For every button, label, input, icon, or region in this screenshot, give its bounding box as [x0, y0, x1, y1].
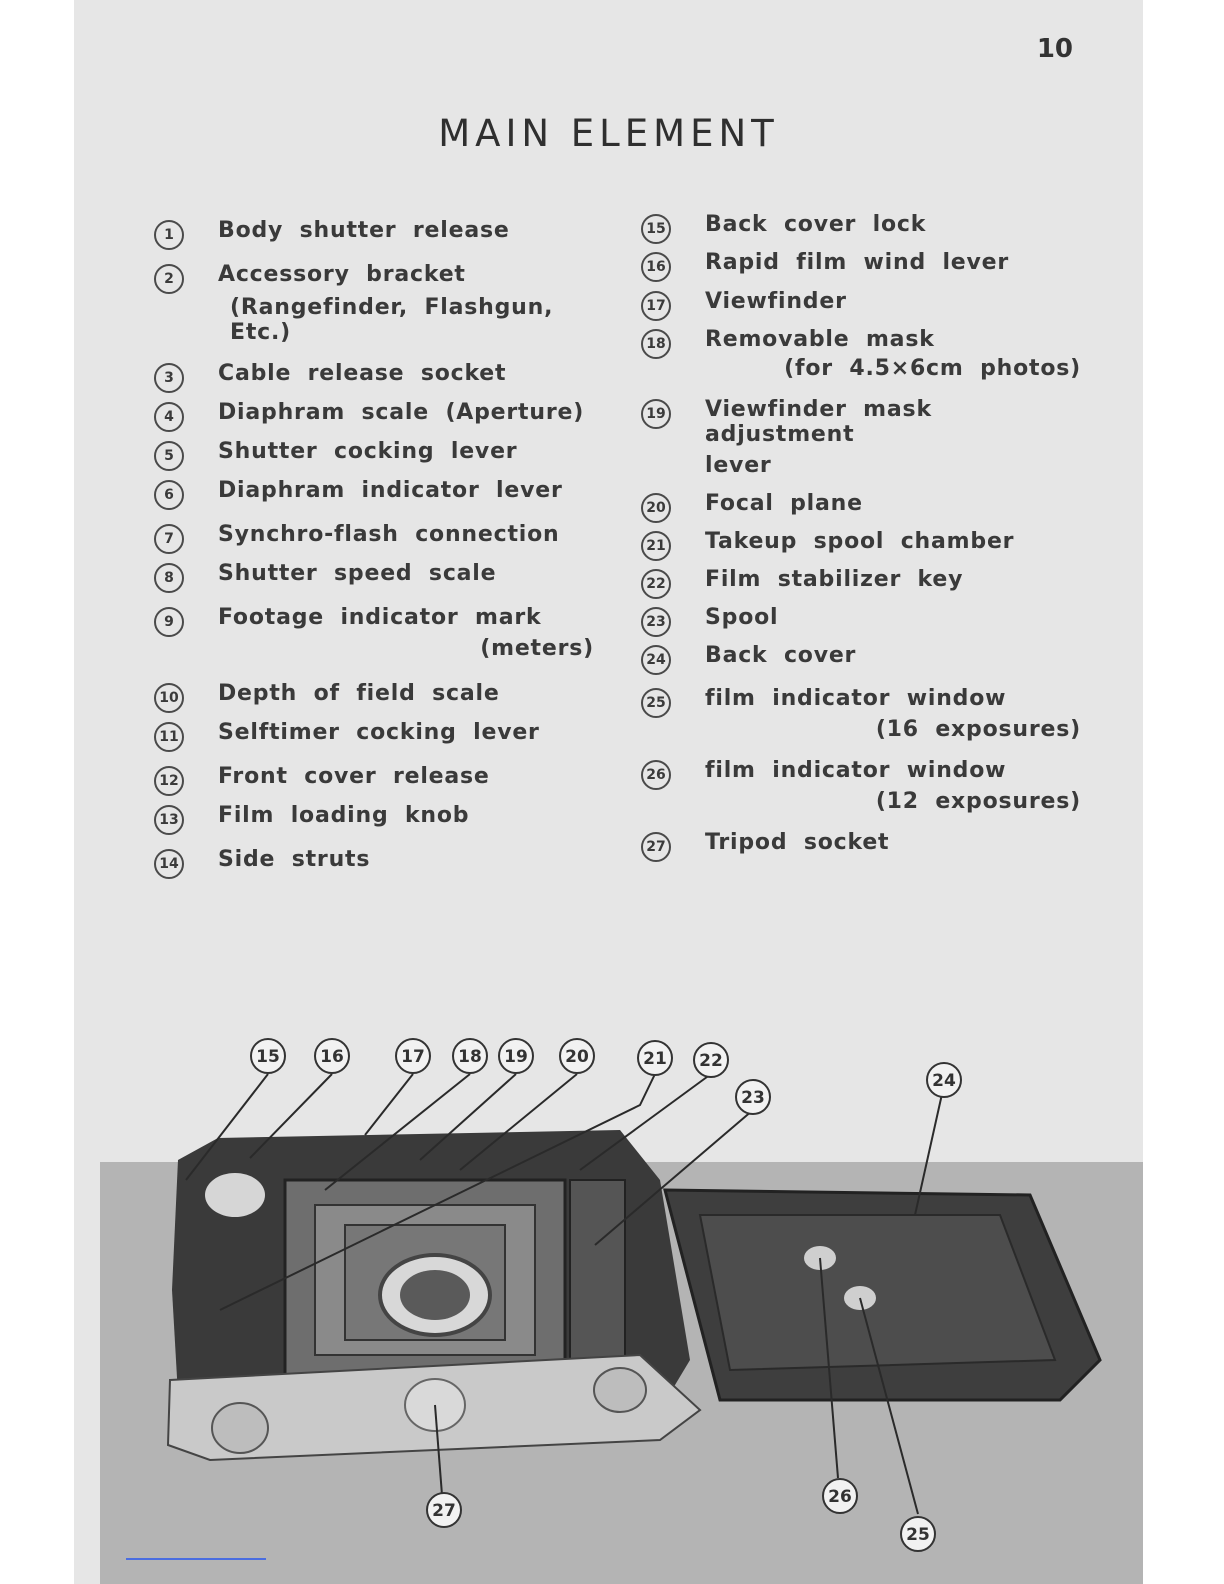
spool-chamber — [570, 1180, 625, 1380]
item-number: 26 — [641, 760, 671, 790]
item-label: Tripod socket — [705, 830, 890, 855]
item-number: 6 — [154, 480, 184, 510]
item-label: Back cover — [705, 643, 857, 668]
list-item — [641, 643, 1081, 668]
svg-text:15: 15 — [256, 1047, 280, 1067]
item-label: Depth of field scale — [218, 681, 500, 706]
callout-24 — [927, 1063, 961, 1097]
item-label: Front cover release — [218, 764, 490, 789]
item-number: 3 — [154, 363, 184, 393]
item-label: film indicator window — [705, 758, 1007, 783]
item-number: 14 — [154, 849, 184, 879]
svg-text:24: 24 — [932, 1071, 956, 1091]
item-label: Diaphram scale (Aperture) — [218, 400, 585, 425]
list-item — [641, 567, 1081, 592]
svg-text:25: 25 — [906, 1525, 930, 1545]
list-item — [641, 758, 1081, 814]
item-number: 25 — [641, 688, 671, 718]
item-label: Viewfinder mask adjustment — [705, 397, 932, 447]
item-label: Shutter cocking lever — [218, 439, 518, 464]
callout-20 — [560, 1039, 594, 1073]
item-label: Spool — [705, 605, 779, 630]
svg-text:18: 18 — [458, 1047, 482, 1067]
list-item — [641, 686, 1081, 742]
item-number: 11 — [154, 722, 184, 752]
item-number: 19 — [641, 399, 671, 429]
list-item — [154, 262, 594, 345]
item-label: Film loading knob — [218, 803, 470, 828]
page-title: MAIN ELEMENT — [438, 112, 779, 155]
item-number: 12 — [154, 766, 184, 796]
item-label: Film stabilizer key — [705, 567, 964, 592]
list-item — [154, 561, 594, 586]
callout-18 — [453, 1039, 487, 1073]
item-label: Rapid film wind lever — [705, 250, 1010, 275]
item-number: 10 — [154, 683, 184, 713]
item-number: 8 — [154, 563, 184, 593]
list-item — [154, 400, 594, 425]
callout-22 — [694, 1043, 728, 1077]
item-label: Shutter speed scale — [218, 561, 497, 586]
list-item — [154, 847, 594, 872]
item-label-continued: (16 exposures) — [875, 717, 1081, 742]
item-label: Focal plane — [705, 491, 863, 516]
item-label: Synchro-flash connection — [218, 522, 560, 547]
svg-text:26: 26 — [828, 1487, 852, 1507]
item-label-continued: lever — [705, 453, 772, 478]
svg-text:16: 16 — [320, 1047, 344, 1067]
list-item — [154, 605, 594, 661]
svg-text:21: 21 — [643, 1049, 667, 1069]
callout-26 — [823, 1479, 857, 1513]
item-number: 23 — [641, 607, 671, 637]
item-number: 4 — [154, 402, 184, 432]
item-label-continued: (meters) — [480, 636, 594, 661]
item-label: Takeup spool chamber — [705, 529, 1015, 554]
callout-19 — [499, 1039, 533, 1073]
item-label: Viewfinder — [705, 289, 847, 314]
list-item — [154, 218, 594, 243]
camera-back-photo — [100, 1030, 1143, 1584]
list-item — [641, 397, 1081, 478]
item-number: 7 — [154, 524, 184, 554]
left-parts-list — [154, 218, 594, 872]
item-number: 21 — [641, 531, 671, 561]
callout-15 — [251, 1039, 285, 1073]
item-label: Footage indicator mark — [218, 605, 542, 630]
item-label: Selftimer cocking lever — [218, 720, 540, 745]
list-item — [154, 478, 594, 503]
callout-27 — [427, 1493, 461, 1527]
item-label: Removable mask — [705, 327, 935, 352]
item-label-continued: (Rangefinder, Flashgun, Etc.) — [230, 295, 554, 345]
callout-21 — [638, 1041, 672, 1075]
left-knob — [205, 1173, 265, 1217]
item-number: 20 — [641, 493, 671, 523]
svg-text:23: 23 — [741, 1088, 765, 1108]
item-number: 2 — [154, 264, 184, 294]
right-parts-list — [641, 212, 1081, 855]
list-item — [641, 212, 1081, 237]
list-item — [154, 764, 594, 789]
item-label: Back cover lock — [705, 212, 927, 237]
item-number: 24 — [641, 645, 671, 675]
item-number: 17 — [641, 291, 671, 321]
list-item — [154, 720, 594, 745]
list-item — [641, 250, 1081, 275]
item-number: 15 — [641, 214, 671, 244]
list-item — [641, 327, 1081, 381]
callout-25 — [901, 1517, 935, 1551]
page-number: 10 — [1036, 34, 1073, 64]
item-label: film indicator window — [705, 686, 1007, 711]
callout-16 — [315, 1039, 349, 1073]
item-label-continued: (for 4.5×6cm photos) — [784, 356, 1081, 381]
svg-text:22: 22 — [699, 1051, 723, 1071]
item-number: 18 — [641, 329, 671, 359]
list-item — [154, 361, 594, 386]
list-item — [641, 289, 1081, 314]
item-number: 27 — [641, 832, 671, 862]
item-number: 5 — [154, 441, 184, 471]
item-number: 1 — [154, 220, 184, 250]
item-label: Body shutter release — [218, 218, 510, 243]
item-number: 13 — [154, 805, 184, 835]
list-item — [641, 529, 1081, 554]
svg-text:20: 20 — [565, 1047, 589, 1067]
list-item — [154, 803, 594, 828]
list-item — [641, 605, 1081, 630]
list-item — [641, 491, 1081, 516]
item-number: 22 — [641, 569, 671, 599]
item-label: Cable release socket — [218, 361, 507, 386]
hyperlink-underline[interactable] — [126, 1558, 266, 1560]
item-label-continued: (12 exposures) — [875, 789, 1081, 814]
svg-text:27: 27 — [432, 1501, 456, 1521]
list-item — [154, 522, 594, 547]
svg-text:19: 19 — [504, 1047, 528, 1067]
callout-17 — [396, 1039, 430, 1073]
item-label: Side struts — [218, 847, 371, 872]
callout-23 — [736, 1080, 770, 1114]
item-label: Diaphram indicator lever — [218, 478, 563, 503]
item-number: 16 — [641, 252, 671, 282]
item-label: Accessory bracket — [218, 262, 466, 287]
list-item — [154, 439, 594, 464]
item-number: 9 — [154, 607, 184, 637]
svg-text:17: 17 — [401, 1047, 425, 1067]
list-item — [154, 681, 594, 706]
list-item — [641, 830, 1081, 855]
